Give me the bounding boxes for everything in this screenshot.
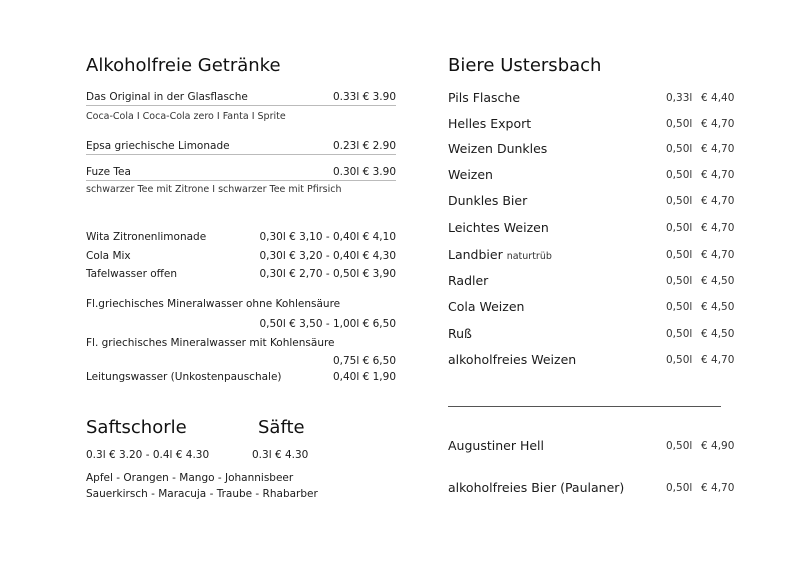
item-size: 0,50l [666, 275, 693, 287]
item-name: Helles Export [448, 116, 532, 131]
item-name: Wita Zitronenlimonade [86, 231, 207, 243]
item-price: € 4,70 [701, 118, 735, 130]
item-price: € 4,70 [701, 249, 735, 261]
item-name: Dunkles Bier [448, 193, 528, 208]
item-name: alkoholfreies Bier (Paulaner) [448, 480, 625, 495]
item-price: 0,30l € 3,10 - 0,40l € 4,10 [259, 231, 396, 243]
item-price: € 4,70 [701, 195, 735, 207]
menu-item [86, 248, 396, 264]
item-name: Radler [448, 273, 489, 288]
item-price: € 4,50 [701, 275, 735, 287]
item-price: 0,75l € 6,50 [332, 355, 396, 367]
section-title-biere: Biere Ustersbach [448, 55, 602, 76]
item-size: 0,50l [666, 354, 693, 366]
item-description: schwarzer Tee mit Zitrone I schwarzer Tee mit Pfirsich [86, 184, 342, 195]
item-name: alkoholfreies Weizen [448, 352, 577, 367]
menu-item [86, 164, 396, 181]
item-price: 0.30l € 3.90 [332, 166, 396, 178]
beer-item [448, 438, 738, 454]
item-name: Cola Mix [86, 250, 131, 262]
menu-item [86, 89, 396, 106]
beer-item [448, 141, 738, 157]
item-size: 0,50l [666, 169, 693, 181]
beer-item [448, 299, 738, 315]
beer-item [448, 273, 738, 289]
flavors-line: Apfel - Orangen - Mango - Johannisbeer [86, 472, 294, 484]
item-name: Fuze Tea [86, 166, 131, 178]
item-price: 0.33l € 3.90 [332, 91, 396, 103]
item-price: € 4,70 [701, 482, 735, 494]
item-price: € 4,70 [701, 169, 735, 181]
item-price: 0.23l € 2.90 [332, 140, 396, 152]
item-name: Fl.griechisches Mineralwasser ohne Kohlensäure [86, 298, 341, 310]
item-size: 0,50l [666, 328, 693, 340]
menu-item [86, 266, 396, 282]
saftschorle-price: 0.3l € 3.20 - 0.4l € 4.30 [86, 449, 210, 461]
item-size: 0,50l [666, 118, 693, 130]
item-name: Cola Weizen [448, 299, 525, 314]
item-name: Ruß [448, 326, 472, 341]
divider [448, 406, 721, 407]
beer-item [448, 116, 738, 132]
item-size: 0,50l [666, 482, 693, 494]
beer-item [448, 247, 738, 265]
section-title-saftschorle: Saftschorle [86, 417, 187, 438]
item-price: € 4,50 [701, 301, 735, 313]
item-name: Pils Flasche [448, 90, 521, 105]
beer-item [448, 167, 738, 183]
beer-item [448, 220, 738, 236]
item-price: € 4,70 [701, 354, 735, 366]
section-title-saefte: Säfte [258, 417, 305, 438]
item-size: 0,50l [666, 440, 693, 452]
menu-item [86, 229, 396, 245]
item-size: 0,50l [666, 301, 693, 313]
item-name: Landbier [448, 247, 503, 262]
flavors-line: Sauerkirsch - Maracuja - Traube - Rhabarber [86, 488, 318, 500]
item-description: Coca-Cola I Coca-Cola zero I Fanta I Sprite [86, 111, 286, 122]
item-name: Weizen Dunkles [448, 141, 548, 156]
item-size: 0,33l [666, 92, 693, 104]
item-size: 0,50l [666, 143, 693, 155]
beer-item [448, 480, 738, 496]
menu-item [86, 138, 396, 155]
menu-item [86, 369, 396, 385]
item-price: 0,30l € 2,70 - 0,50l € 3,90 [259, 268, 396, 280]
item-name: Leichtes Weizen [448, 220, 549, 235]
item-price: € 4,90 [701, 440, 735, 452]
item-size: 0,50l [666, 222, 693, 234]
item-name: Leitungswasser (Unkostenpauschale) [86, 371, 282, 383]
item-price: € 4,70 [701, 222, 735, 234]
item-name: Epsa griechische Limonade [86, 140, 230, 152]
item-name: Weizen [448, 167, 493, 182]
item-size: 0,50l [666, 195, 693, 207]
item-price: 0,50l € 3,50 - 1,00l € 6,50 [259, 318, 396, 330]
beer-item [448, 193, 738, 209]
item-name: Augustiner Hell [448, 438, 544, 453]
beer-item [448, 90, 738, 106]
item-name: Tafelwasser offen [86, 268, 178, 280]
section-title-alkoholfrei: Alkoholfreie Getränke [86, 55, 281, 76]
item-size: 0,50l [666, 249, 693, 261]
item-price: € 4,50 [701, 328, 735, 340]
item-price: 0,40l € 1,90 [332, 371, 396, 383]
item-name: Fl. griechisches Mineralwasser mit Kohlensäure [86, 337, 335, 349]
item-price: 0,30l € 3,20 - 0,40l € 4,30 [259, 250, 396, 262]
item-note: naturtrüb [506, 251, 552, 262]
saefte-price: 0.3l € 4.30 [252, 449, 309, 461]
item-price: € 4,40 [701, 92, 735, 104]
beer-item [448, 352, 738, 368]
item-price: € 4,70 [701, 143, 735, 155]
beer-item [448, 326, 738, 342]
item-name: Das Original in der Glasflasche [86, 91, 248, 103]
